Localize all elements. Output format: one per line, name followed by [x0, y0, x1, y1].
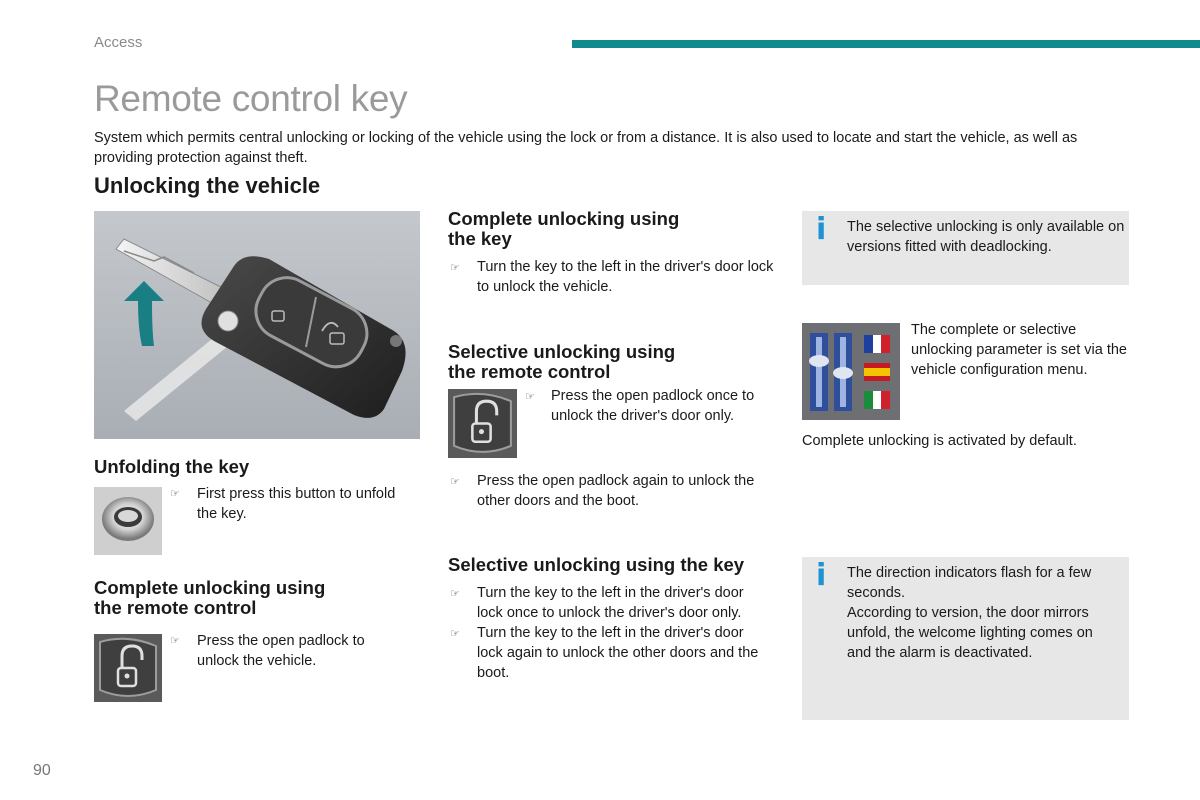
selective-remote-heading-2: the remote control [448, 361, 611, 382]
complete-key-text: Turn the key to the left in the driver's door lock to unlock the vehicle. [477, 259, 774, 295]
selective-key-text-1: Turn the key to the left in the driver's door lock once to unlock the driver's door only. [477, 585, 744, 621]
header-accent-bar [572, 40, 1200, 48]
key-illustration [94, 211, 420, 439]
section-heading: Unlocking the vehicle [94, 173, 321, 198]
selective-key-text-2: Turn the key to the left in the driver's door lock again to unlock the other doors and the boot. [477, 625, 759, 681]
unfold-heading: Unfolding the key [94, 456, 250, 477]
unfold-text: First press this button to unfold the key. [197, 486, 396, 522]
info-deadlocking-text: The selective unlocking is only available on versions fitted with deadlocking. [847, 219, 1125, 255]
complete-key-heading-1: Complete unlocking using [448, 208, 680, 229]
open-padlock-button-image [94, 634, 162, 702]
complete-key-heading-2: the key [448, 228, 512, 249]
bullet-icon: ☞ [170, 488, 180, 500]
default-text: Complete unlocking is activated by default. [802, 433, 1077, 449]
selective-remote-text-2: Press the open padlock again to unlock the other doors and the boot. [477, 473, 755, 509]
remote-heading-1: Complete unlocking using [94, 577, 326, 598]
info-icon: i [816, 212, 827, 247]
open-padlock-button-image [448, 389, 517, 458]
page-title: Remote control key [94, 78, 408, 119]
info-indicators-text-1: The direction indicators flash for a few seconds. [847, 565, 1092, 601]
bullet-icon: ☞ [450, 628, 460, 640]
configuration-menu-image [802, 323, 900, 420]
configuration-text: The complete or selective unlocking parameter is set via the vehicle configuration menu. [911, 322, 1127, 378]
bullet-icon: ☞ [525, 391, 535, 403]
unfold-button-illustration [94, 487, 162, 555]
bullet-icon: ☞ [450, 476, 460, 488]
section-label: Access [94, 34, 143, 51]
remote-text: Press the open padlock to unlock the vehicle. [197, 633, 365, 669]
remote-heading-2: the remote control [94, 597, 257, 618]
page-number: 90 [33, 762, 51, 779]
selective-key-heading: Selective unlocking using the key [448, 554, 745, 575]
selective-remote-text-1: Press the open padlock once to unlock the driver's door only. [551, 388, 755, 424]
bullet-icon: ☞ [450, 262, 460, 274]
info-indicators-text-2: According to version, the door mirrors unfold, the welcome lighting comes on and the alarm is deactivated. [847, 605, 1093, 661]
intro-text: System which permits central unlocking or locking of the vehicle using the lock or from a distance. It is also used to locate and start the vehicle, as well as providing protection against theft. [94, 130, 1078, 166]
selective-remote-heading-1: Selective unlocking using [448, 341, 676, 362]
bullet-icon: ☞ [170, 635, 180, 647]
bullet-icon: ☞ [450, 588, 460, 600]
info-icon: i [816, 558, 827, 593]
